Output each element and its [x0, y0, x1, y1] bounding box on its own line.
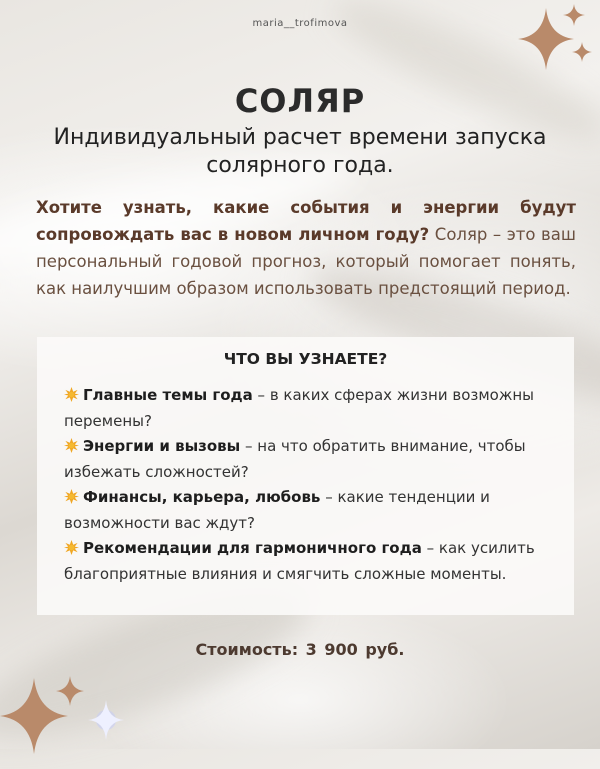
page-subtitle: Индивидуальный расчет времени запуска солярного года.	[53, 125, 547, 178]
intro-text: Соляр – это ваш персональный годовой прогноз, который помогает понять, как наилучшим образом использовать предстоящий период.	[36, 225, 576, 298]
sun-icon	[64, 387, 79, 402]
author-handle: maria__trofimova	[252, 18, 348, 29]
page-title: СОЛЯР	[234, 82, 366, 120]
list-item	[64, 383, 554, 434]
sparkle-icon	[56, 676, 84, 706]
sun-icon	[64, 489, 79, 504]
item-title: Рекомендации для гармоничного года	[83, 539, 422, 557]
price-label: Стоимость: 3 900 руб.	[195, 640, 405, 659]
item-title: Финансы, карьера, любовь	[83, 488, 321, 506]
list-item	[64, 434, 554, 485]
glow-sparkle-icon	[88, 700, 124, 740]
item-text: – как усилить благоприятные влияния и смягчить сложные моменты.	[64, 539, 535, 583]
sparkle-icon	[572, 42, 592, 62]
item-text: – на что обратить внимание, чтобы избежать сложностей?	[64, 437, 526, 481]
item-text: – какие тенденции и возможности вас ждут?	[64, 488, 490, 532]
sun-icon	[64, 540, 79, 555]
sparkle-icon	[563, 4, 585, 26]
item-title: Главные темы года	[83, 386, 253, 404]
list-item	[64, 536, 554, 587]
intro-paragraph	[36, 194, 576, 302]
benefits-card	[37, 337, 574, 615]
benefits-list	[64, 383, 554, 587]
intro-question: Хотите узнать, какие события и энергии будут сопровождать вас в новом личном году?	[36, 198, 576, 244]
sun-icon	[64, 438, 79, 453]
item-title: Энергии и вызовы	[83, 437, 241, 455]
list-item	[64, 485, 554, 536]
item-text: – в каких сферах жизни возможны перемены?	[64, 386, 535, 430]
card-title: ЧТО ВЫ УЗНАЕТЕ?	[223, 350, 388, 368]
